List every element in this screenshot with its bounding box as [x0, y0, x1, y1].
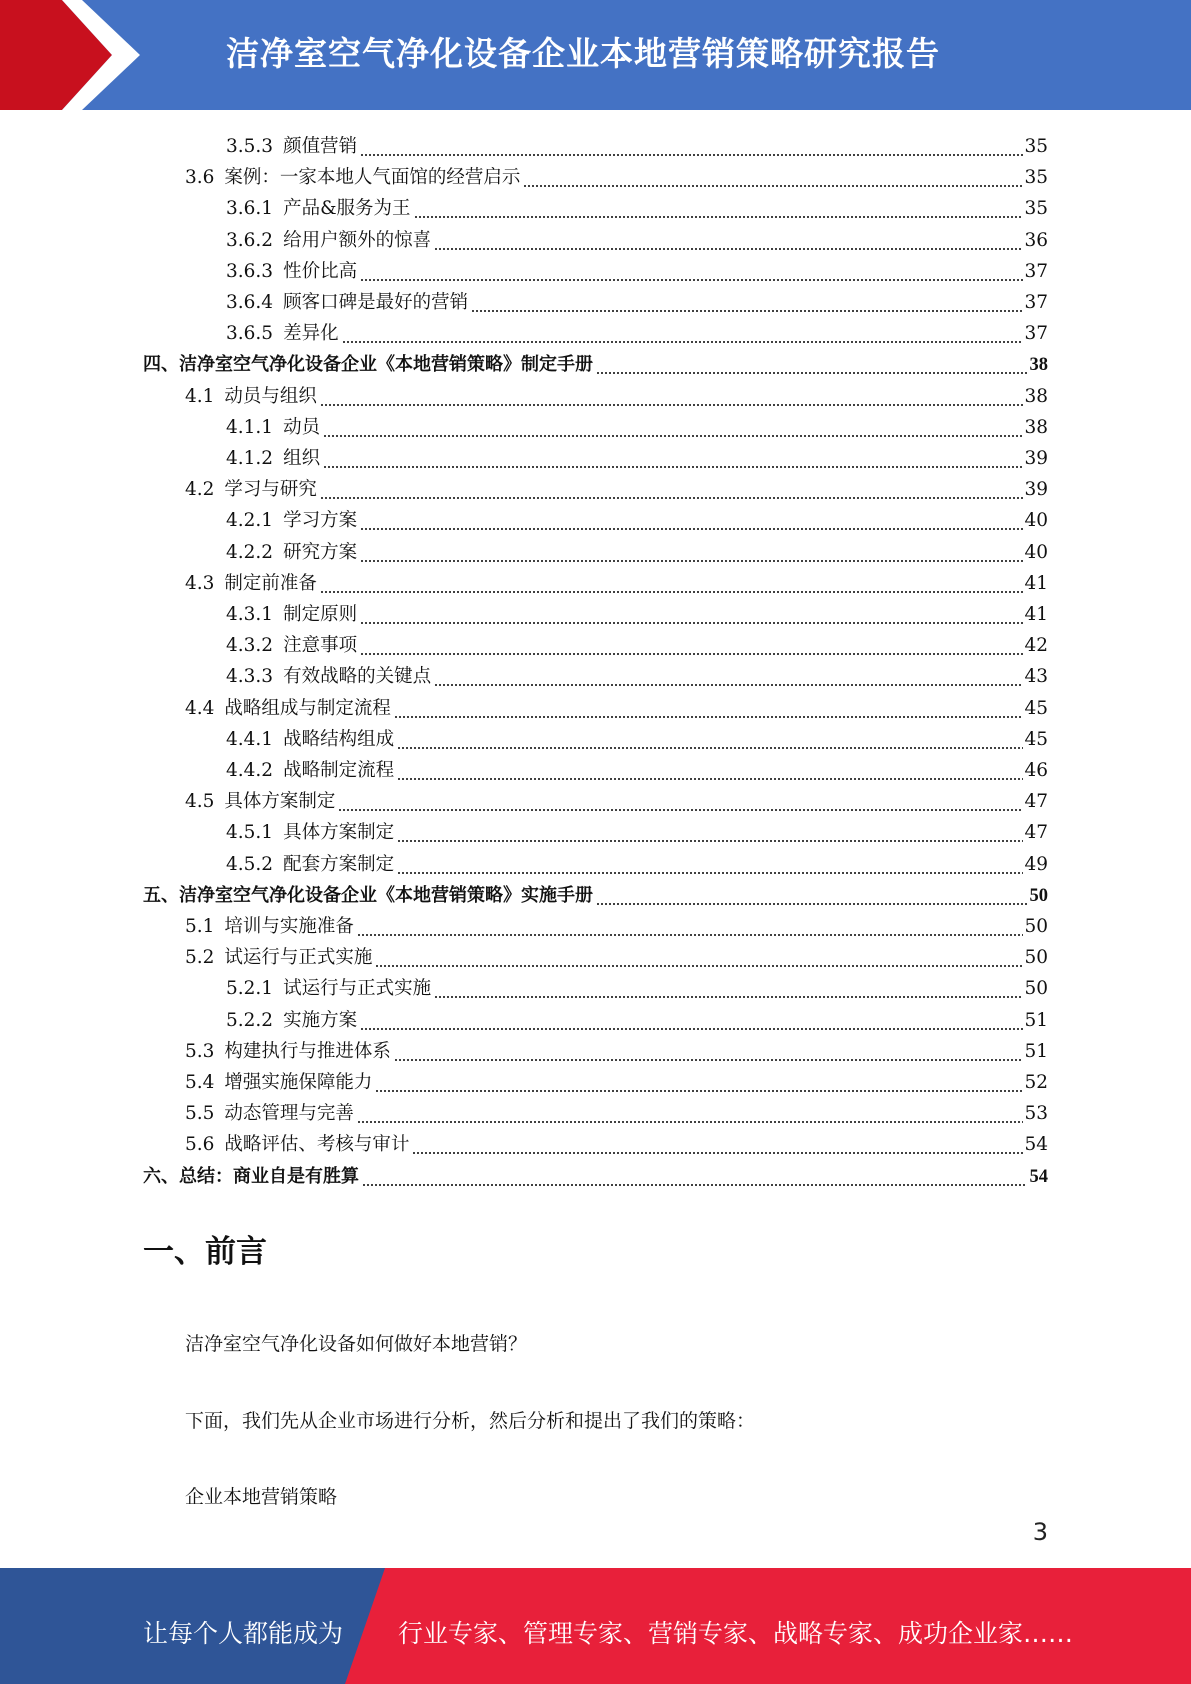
toc-dot-leader: [320, 573, 1024, 595]
toc-entry-page: 43: [1024, 666, 1048, 688]
toc-entry[interactable]: [226, 1001, 1048, 1032]
toc-entry-page: 50: [1024, 916, 1048, 937]
toc-dot-leader: [323, 417, 1023, 439]
toc-entry[interactable]: [226, 751, 1048, 782]
toc-dot-leader: [394, 698, 1024, 720]
toc-dot-leader: [596, 885, 1027, 907]
toc-entry-number: 5.2.2: [226, 1009, 274, 1031]
toc-dot-leader: [357, 916, 1024, 938]
toc-dot-leader: [360, 136, 1023, 158]
toc-entry-title: 具体方案制定: [224, 791, 336, 813]
footer-slogan-right: 行业专家、管理专家、营销专家、战略专家、成功企业家……: [398, 1619, 1074, 1648]
toc-dot-leader: [362, 1166, 1027, 1188]
toc-entry-page: 47: [1024, 822, 1048, 844]
section-heading: 一、前言: [143, 1234, 267, 1270]
toc-entry-number: 4.3.3: [226, 666, 274, 688]
toc-entry-page: 37: [1024, 323, 1048, 345]
toc-entry-title: 颜值营销: [283, 136, 358, 157]
toc-entry-page: 51: [1024, 1040, 1048, 1062]
toc-entry-number: 3.5.3: [226, 136, 274, 157]
toc-entry[interactable]: [226, 813, 1048, 844]
toc-entry-page: 41: [1024, 604, 1048, 625]
toc-dot-leader: [412, 1134, 1023, 1156]
toc-entry-number: 4.3.1: [226, 604, 274, 625]
toc-entry[interactable]: [185, 158, 1048, 189]
toc-entry[interactable]: [226, 252, 1048, 283]
page-footer: [0, 1568, 1191, 1684]
toc-entry-number: 5.2: [185, 947, 215, 969]
toc-entry[interactable]: [226, 314, 1048, 345]
toc-entry-page: 35: [1024, 198, 1048, 220]
toc-entry-title: 试运行与正式实施: [283, 978, 432, 1000]
toc-dot-leader: [397, 760, 1023, 782]
toc-entry-number: 4.2.2: [226, 541, 274, 563]
toc-entry-page: 52: [1024, 1072, 1048, 1093]
toc-entry-number: 4.2: [185, 479, 215, 501]
toc-entry[interactable]: [226, 408, 1048, 439]
toc-entry[interactable]: [143, 1157, 1048, 1188]
toc-entry-number: 4.4.1: [226, 728, 274, 750]
toc-entry-page: 35: [1024, 167, 1048, 189]
toc-dot-leader: [414, 198, 1024, 220]
toc-entry[interactable]: [185, 1125, 1048, 1156]
toc-dot-leader: [596, 354, 1027, 376]
toc-entry-title: 动员: [283, 416, 321, 438]
toc-entry-title: 配套方案制定: [283, 853, 395, 875]
toc-entry-page: 42: [1024, 635, 1048, 657]
toc-entry-number: 4.3: [185, 572, 215, 594]
toc-entry[interactable]: [226, 533, 1048, 564]
toc-dot-leader: [323, 448, 1023, 470]
toc-entry[interactable]: [226, 189, 1048, 220]
toc-entry[interactable]: [226, 657, 1048, 688]
toc-entry-number: 5.2.1: [226, 978, 274, 1000]
toc-entry-page: 38: [1024, 416, 1048, 438]
toc-entry[interactable]: [185, 782, 1048, 813]
toc-entry-title: 实施方案: [283, 1009, 358, 1031]
toc-entry-number: 四、: [143, 354, 179, 376]
toc-entry-title: 性价比高: [283, 260, 358, 282]
toc-entry-title: 组织: [283, 448, 321, 469]
toc-entry-page: 49: [1024, 853, 1048, 875]
toc-entry-title: 战略制定流程: [283, 760, 395, 781]
page-header: [0, 0, 1191, 110]
toc-entry-title: 注意事项: [283, 635, 358, 657]
toc-entry-number: 4.2.1: [226, 510, 274, 532]
toc-entry-number: 3.6.5: [226, 323, 274, 345]
toc-entry-page: 41: [1024, 572, 1048, 594]
toc-entry-number: 3.6: [185, 167, 215, 189]
toc-entry-title: 战略组成与制定流程: [224, 697, 391, 719]
toc-dot-leader: [342, 323, 1024, 345]
toc-entry-title: 学习与研究: [224, 479, 317, 501]
toc-entry-title: 洁净室空气净化设备企业《本地营销策略》实施手册: [179, 884, 593, 906]
toc-entry-page: 50: [1024, 947, 1048, 969]
toc-dot-leader: [471, 292, 1023, 314]
paragraph: 下面，我们先从企业市场进行分析，然后分析和提出了我们的策略：: [185, 1410, 756, 1432]
toc-dot-leader: [360, 542, 1023, 564]
toc-entry-page: 38: [1024, 385, 1048, 407]
header-chevron-decoration: [0, 0, 160, 110]
toc-entry-page: 45: [1024, 697, 1048, 719]
toc-entry-title: 产品&服务为王: [283, 198, 411, 220]
toc-entry-title: 制定前准备: [224, 572, 317, 594]
toc-entry[interactable]: [226, 595, 1048, 626]
toc-dot-leader: [434, 978, 1023, 1000]
toc-entry-number: 5.3: [185, 1040, 215, 1062]
toc-entry-page: 39: [1024, 448, 1048, 469]
toc-entry-page: 50: [1029, 885, 1048, 906]
toc-entry[interactable]: [226, 626, 1048, 657]
toc-entry-title: 制定原则: [283, 604, 358, 625]
toc-entry[interactable]: [226, 439, 1048, 470]
toc-entry[interactable]: [226, 845, 1048, 876]
toc-entry-page: 46: [1024, 760, 1048, 781]
toc-entry-title: 试运行与正式实施: [224, 947, 373, 969]
toc-entry-title: 研究方案: [283, 541, 358, 563]
toc-entry-title: 差异化: [283, 323, 339, 345]
toc-entry[interactable]: [143, 345, 1048, 376]
toc-dot-leader: [397, 854, 1023, 876]
report-title: 洁净室空气净化设备企业本地营销策略研究报告: [226, 34, 940, 73]
toc-entry-page: 53: [1024, 1103, 1048, 1125]
toc-entry-number: 六、: [143, 1165, 179, 1187]
toc-entry-number: 5.1: [185, 916, 215, 937]
toc-entry[interactable]: [185, 377, 1048, 408]
toc-entry-page: 39: [1024, 479, 1048, 501]
toc-entry-page: 47: [1024, 791, 1048, 813]
toc-dot-leader: [338, 791, 1023, 813]
toc-entry-number: 4.3.2: [226, 635, 274, 657]
toc-entry-page: 51: [1024, 1009, 1048, 1031]
toc-entry-number: 5.4: [185, 1072, 215, 1093]
toc-dot-leader: [357, 1103, 1024, 1125]
toc-dot-leader: [523, 167, 1023, 189]
toc-entry[interactable]: [185, 689, 1048, 720]
toc-dot-leader: [360, 604, 1023, 626]
toc-entry-number: 五、: [143, 884, 179, 906]
toc-entry-number: 5.6: [185, 1134, 215, 1156]
toc-entry-title: 给用户额外的惊喜: [283, 229, 432, 251]
toc-entry-number: 3.6.3: [226, 260, 274, 282]
toc-entry[interactable]: [185, 938, 1048, 969]
toc-entry-title: 动态管理与完善: [224, 1103, 354, 1125]
toc-entry[interactable]: [226, 969, 1048, 1000]
toc-dot-leader: [320, 386, 1024, 408]
toc-entry-page: 54: [1029, 1166, 1048, 1187]
toc-dot-leader: [360, 510, 1023, 532]
paragraph: 洁净室空气净化设备如何做好本地营销？: [185, 1333, 528, 1355]
page-number: 3: [1032, 1518, 1048, 1546]
toc-entry-number: 4.4.2: [226, 760, 274, 781]
toc-entry[interactable]: [185, 564, 1048, 595]
toc-entry[interactable]: [226, 221, 1048, 252]
toc-entry[interactable]: [185, 1032, 1048, 1063]
toc-entry[interactable]: [226, 283, 1048, 314]
toc-dot-leader: [360, 1010, 1023, 1032]
toc-entry-page: 37: [1024, 260, 1048, 282]
toc-entry[interactable]: [185, 1063, 1048, 1094]
toc-entry-page: 45: [1024, 728, 1048, 750]
toc-dot-leader: [434, 666, 1023, 688]
toc-entry-number: 5.5: [185, 1103, 215, 1125]
toc-entry-title: 战略结构组成: [283, 728, 395, 750]
toc-entry[interactable]: [226, 720, 1048, 751]
toc-entry[interactable]: [185, 1094, 1048, 1125]
toc-entry-number: 4.1.1: [226, 416, 274, 438]
toc-entry-title: 顾客口碑是最好的营销: [283, 292, 469, 313]
toc-entry-page: 38: [1029, 355, 1048, 376]
toc-dot-leader: [397, 822, 1023, 844]
toc-entry-page: 54: [1024, 1134, 1048, 1156]
toc-entry-number: 3.6.2: [226, 229, 274, 251]
toc-entry-title: 案例：一家本地人气面馆的经营启示: [224, 167, 521, 189]
toc-entry-title: 动员与组织: [224, 385, 317, 407]
toc-entry-page: 36: [1024, 229, 1048, 251]
toc-entry-title: 总结：商业自是有胜算: [179, 1165, 359, 1187]
toc-entry[interactable]: [226, 501, 1048, 532]
toc-entry-title: 战略评估、考核与审计: [224, 1134, 410, 1156]
toc-entry[interactable]: [226, 127, 1048, 158]
toc-entry-page: 35: [1024, 136, 1048, 157]
toc-entry-title: 构建执行与推进体系: [224, 1040, 391, 1062]
toc-dot-leader: [375, 947, 1023, 969]
toc-entry-number: 4.5.1: [226, 822, 274, 844]
toc-entry-number: 3.6.1: [226, 198, 274, 220]
toc-dot-leader: [360, 635, 1023, 657]
toc-entry-number: 4.1.2: [226, 448, 274, 469]
toc-entry-number: 4.5: [185, 791, 215, 813]
toc-dot-leader: [320, 479, 1024, 501]
toc-entry-title: 具体方案制定: [283, 822, 395, 844]
toc-entry-title: 有效战略的关键点: [283, 666, 432, 688]
toc-entry-title: 洁净室空气净化设备企业《本地营销策略》制定手册: [179, 354, 593, 376]
toc-entry-title: 培训与实施准备: [224, 916, 354, 937]
toc-entry-page: 37: [1024, 292, 1048, 313]
paragraph: 企业本地营销策略: [185, 1486, 338, 1508]
toc-dot-leader: [375, 1072, 1023, 1094]
toc-entry-page: 40: [1024, 541, 1048, 563]
toc-dot-leader: [360, 261, 1023, 283]
toc-entry-number: 4.1: [185, 385, 215, 407]
toc-entry[interactable]: [185, 470, 1048, 501]
toc-entry[interactable]: [143, 876, 1048, 907]
toc-entry-page: 40: [1024, 510, 1048, 532]
toc-entry-number: 4.5.2: [226, 853, 274, 875]
toc-entry[interactable]: [185, 907, 1048, 938]
toc-entry-page: 50: [1024, 978, 1048, 1000]
footer-slogan-left: 让每个人都能成为: [143, 1619, 344, 1648]
toc-entry-title: 增强实施保障能力: [224, 1072, 373, 1093]
toc-dot-leader: [394, 1041, 1024, 1063]
toc-entry-number: 3.6.4: [226, 292, 274, 313]
toc-dot-leader: [434, 230, 1023, 252]
toc-entry-number: 4.4: [185, 697, 215, 719]
toc-dot-leader: [397, 729, 1023, 751]
toc-entry-title: 学习方案: [283, 510, 358, 532]
